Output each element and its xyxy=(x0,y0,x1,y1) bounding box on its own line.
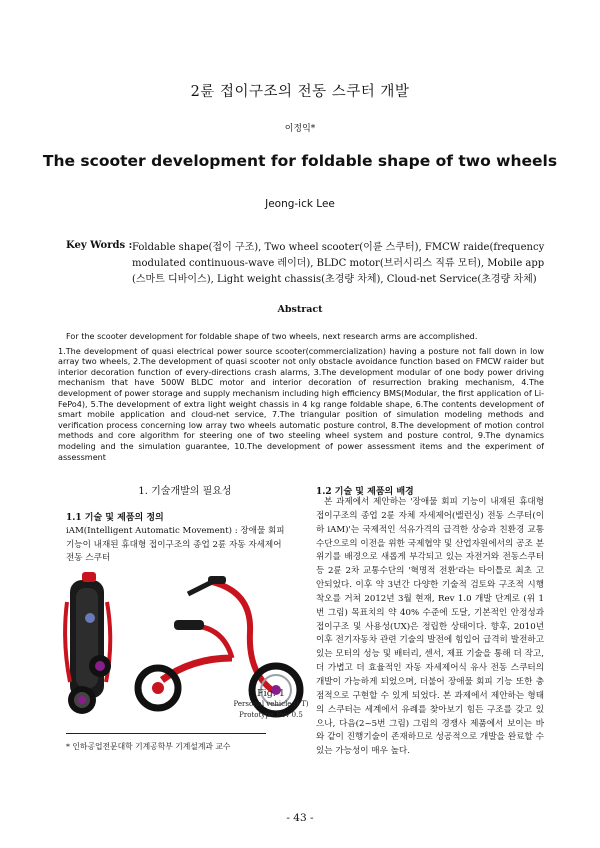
section-1-heading: 1. 기술개발의 필요성 xyxy=(138,486,232,497)
figure-number: Fig. 1 xyxy=(257,688,285,699)
author-affiliation-footnote: * 인하공업전문대학 기계공학부 기계설계과 교수 xyxy=(66,742,231,751)
folded-scooter-illustration xyxy=(65,572,111,714)
paper-title-korean: 2륜 접이구조의 전동 스쿠터 개발 xyxy=(190,84,410,100)
page-number: - 43 - xyxy=(286,812,314,824)
abstract-heading: Abstract xyxy=(277,304,323,315)
section-1-2-paragraph: 본 과제에서 제안하는 '장애물 회피 기능이 내재된 휴대형 접이구조의 종업 2륜 자체 자세제어(밸런싱) 전동 스쿠터(이하 iAM)'는 국제적인 석유가격의 급격한 상승과 친환경 교통수단으로의 이전을 위한 국제협약 및 산업자원에서의 공조 분위기를 배경으로 새롭게 부각되고 있는 자전거와 전동스쿠터 등 2륜 2차 교통수단의 '혁명적 전환'라는 타이틀로 최초 고안되었다. 이후 약 3년간 다양한 기술적 검토와 구조적 시행착오를 거쳐 2012년 3월 현재, Rev 1.0 개발 단계로 (위 1번 그림) 목표치의 약 40% 수준에 도달, 기본적인 안정성과 접이구조 및 사용성(UX)은 정립한 상태이다. 향후, 2010년 이후 전기자동차 관련 기술의 발전에 힘입어 급격히 발전하고 있는 모터의 성능 및 배터리, 센서, 제표 기술을 통해 더 작고, 더 가볍고 더 효율적인 자동 자세제어식 유사 전동 스쿠터의 개발이 가능하게 되었으며, 더불어 장애물 회피 기능 또한 충점적으로 구현할 수 있게 되었다. 본 과제에서 제안하는 형태의 스쿠터는 세계에서 유례를 찾아보기 힘든 구조를 갖고 있으나, 다음(2~5번 그림) 그림의 경쟁사 제품에서 보이는 바와 같이 진행기술이 존재하므로 성공적으로 개발을 완료할 수 있는 가능성이 매우 높다. xyxy=(316,497,544,757)
section-1-2-heading: 1.2 기술 및 제품의 배경 xyxy=(316,487,414,497)
section-1-1-body: iAM(Intelligent Automatic Movement) : 장애물 회피 기능이 내재된 휴대형 접이구조의 종업 2륜 자동 자세제어 전동 스쿠터 xyxy=(66,526,285,563)
paper-title-english: The scooter development for foldable shape of two wheels xyxy=(42,152,558,170)
abstract-body xyxy=(58,331,544,462)
section-1-2-body xyxy=(316,496,544,759)
figure-caption xyxy=(216,688,326,721)
abstract-text: 1.The development of quasi electrical power source scooter(commercialization) having a posture not fall down in low array two wheels, 2.The development of quasi scooter not only obstacle avoidance function based on FMCW raider but interior decoration function of every-directions crash alarms, 3.The development modular of one body power driving mechanism that have 500W BLDC motor and interior decoration of resurrection braking mechanism, 4.The development of power storage and supply mechanism including high efficiency BMS(Modular, the first application of Li-FePo4), 5.The development of extra light weight chassis in 4 kg range foldable shape, 6.The contents development of smart mobile application and cloud-net service, 7.The triangular position of simulation modeling methods and verification process concerning low array two wheels automatic posture control, 8.The development of motion control methods and core algorithm for steering one of two steeling wheel system and posture control, 9.The dynamics modeling and the simulation guarantee, 10.The development of power assessment items and the experiment of assessment xyxy=(58,345,544,462)
keywords-text: Foldable shape(접이 구조), Two wheel scooter(이륜 스쿠터), FMCW raide(frequency modulated continuous-wave 레이더), BLDC motor(브러시리스 직류 모터), Mobile app (스마트 디바이스), Light weight chassis(초경량 차체), Cloud-net Service(초경량 차체) xyxy=(132,242,545,285)
figure-caption-line-1: Personal vehicle (PT) xyxy=(233,700,309,708)
section-1-1-heading: 1.1 기술 및 제품의 정의 xyxy=(66,513,164,523)
abstract-intro: For the scooter development for foldable shape of two wheels, next research arms are accomplished. xyxy=(66,331,478,341)
figure-caption-line-2: Prototype Rev 0.5 xyxy=(239,711,303,719)
footnote-divider xyxy=(66,733,266,734)
keywords-label: Key Words : xyxy=(66,240,133,251)
author-english: Jeong-ick Lee xyxy=(265,198,335,210)
author-korean: 이정익* xyxy=(284,124,316,134)
